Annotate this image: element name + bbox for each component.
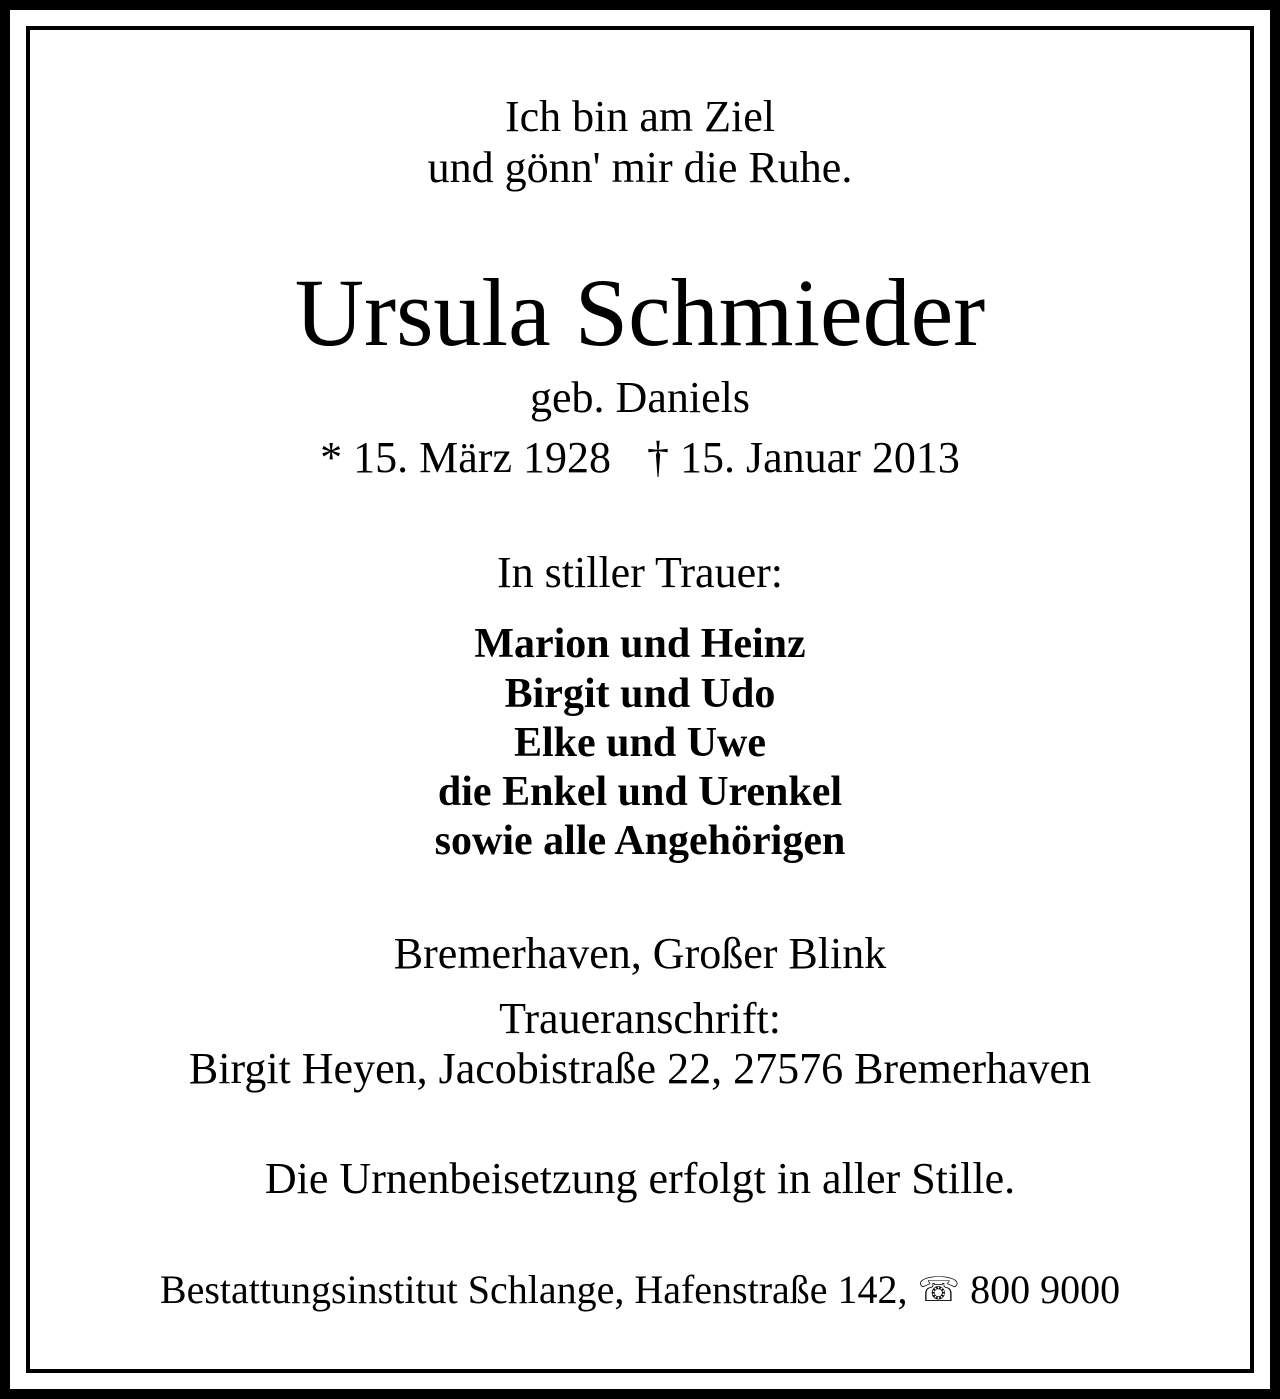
mourning-address-label: Traueranschrift: bbox=[499, 994, 781, 1043]
mourner-name: Elke und Uwe bbox=[513, 720, 767, 766]
life-dates bbox=[10, 433, 1270, 482]
obituary-sheet bbox=[10, 10, 1270, 1389]
mourner-name: sowie alle Angehörigen bbox=[434, 818, 846, 864]
mourner-name: die Enkel und Urenkel bbox=[437, 769, 843, 815]
death-date: † 15. Januar 2013 bbox=[647, 433, 960, 482]
motto-line-1: Ich bin am Ziel bbox=[504, 92, 775, 141]
birth-date: * 15. März 1928 bbox=[320, 433, 611, 482]
funeral-home-phone: 800 9000 bbox=[970, 1267, 1121, 1312]
funeral-home-name: Bestattungsinstitut Schlange, Hafenstraße 142, bbox=[159, 1267, 908, 1312]
deceased-name: Ursula Schmieder bbox=[294, 259, 986, 366]
telephone-icon: ☏ bbox=[917, 1270, 961, 1310]
residence-place: Bremerhaven, Großer Blink bbox=[393, 929, 887, 978]
maiden-name: geb. Daniels bbox=[530, 373, 750, 422]
funeral-home-line bbox=[10, 1267, 1270, 1312]
mourner-name: Marion und Heinz bbox=[474, 621, 806, 667]
mourning-address: Birgit Heyen, Jacobistraße 22, 27576 Bremerhaven bbox=[188, 1044, 1092, 1093]
mourning-intro: In stiller Trauer: bbox=[497, 548, 783, 597]
mourner-name: Birgit und Udo bbox=[504, 671, 776, 717]
motto-line-2: und gönn' mir die Ruhe. bbox=[427, 143, 853, 192]
burial-note: Die Urnenbeisetzung erfolgt in aller Stille. bbox=[264, 1154, 1016, 1203]
